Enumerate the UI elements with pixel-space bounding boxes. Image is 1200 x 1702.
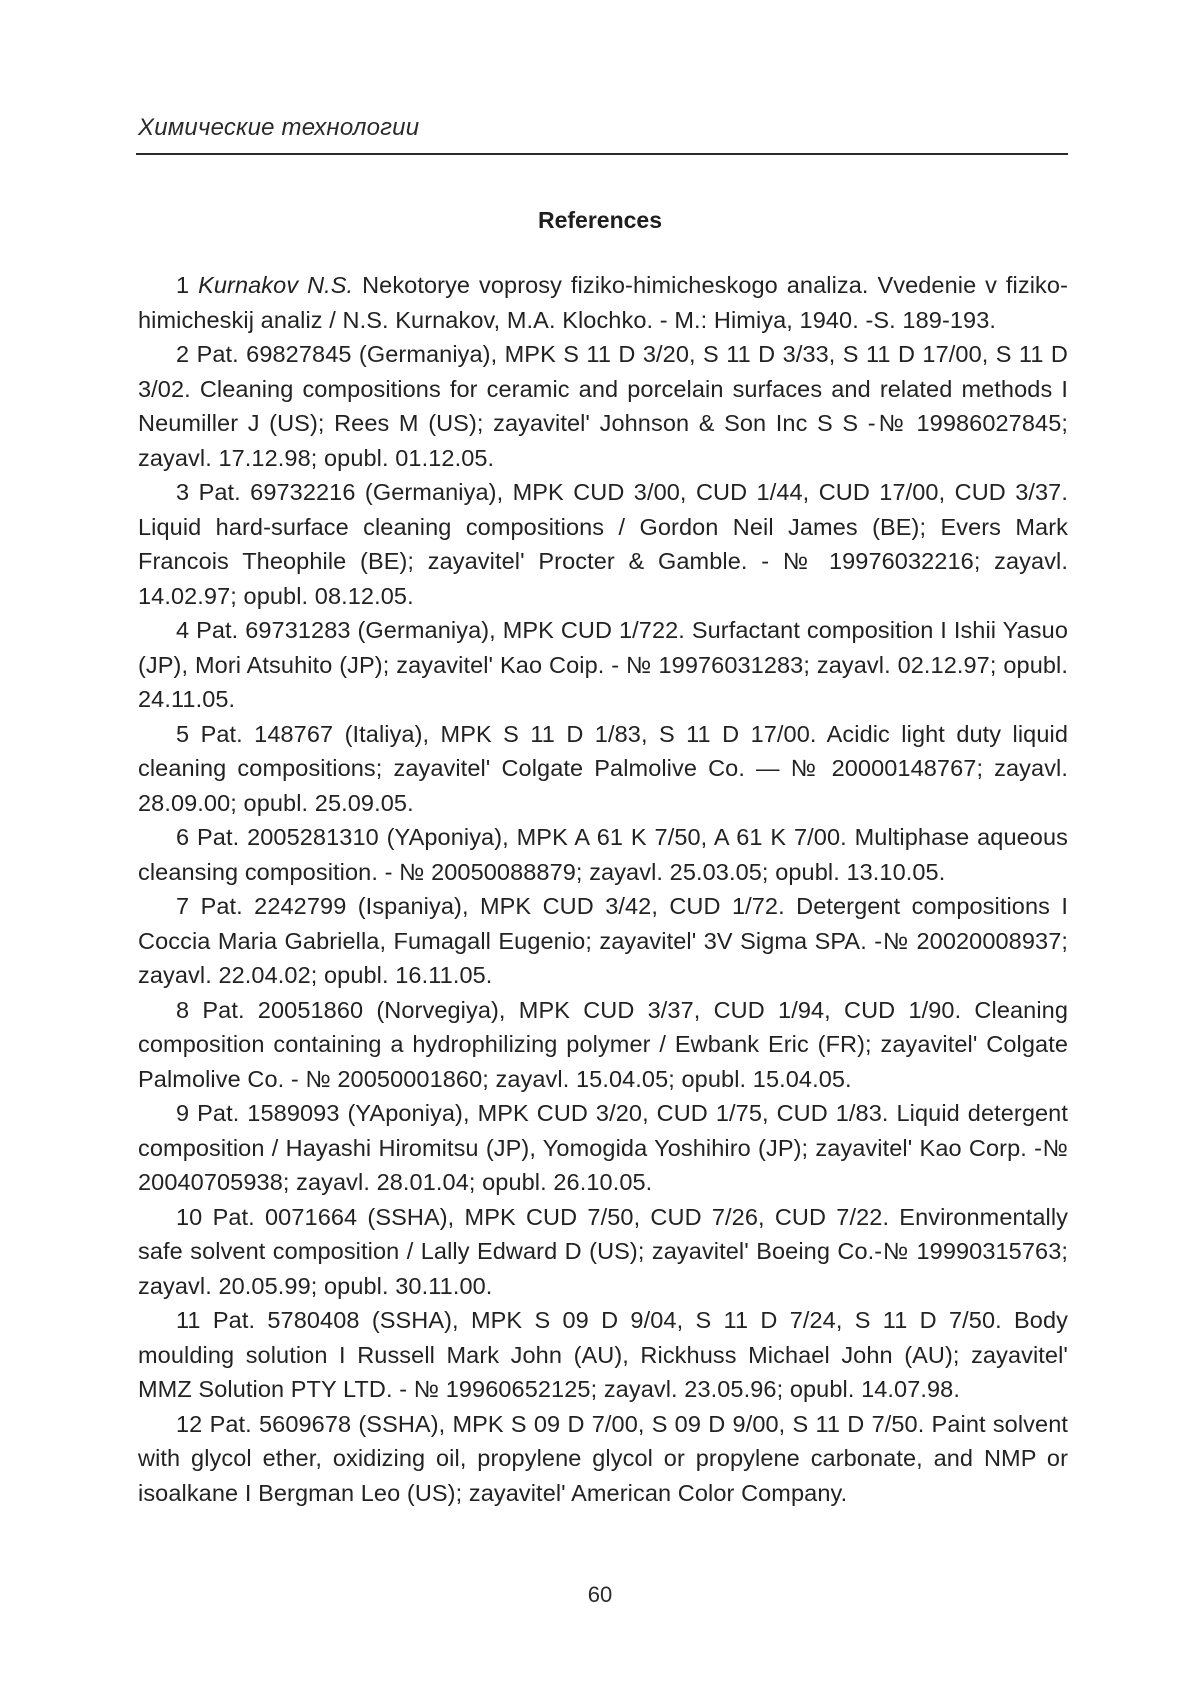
reference-number: 12 <box>176 1410 203 1437</box>
reference-text: Pat. 0071664 (SSHA), MPK CUD 7/50, CUD 7/26, CUD 7/22. Environmentally safe solvent composition / Lally Edward D (US); zayavitel' Boeing Co.-№ 19990315763; zayavl. 20.05.99; opubl. 30.11.00. <box>138 1203 1068 1299</box>
reference-number: 7 <box>176 893 190 919</box>
reference-text: Pat. 20051860 (Norvegiya), MPK CUD 3/37, CUD 1/94, CUD 1/90. Cleaning composition containing a hydrophilizing polymer / Ewbank Eric (FR); zayavitel' Colgate Palmolive Co. - № 20050001860; zayavl. 15.04.05; opubl. 15.04.05. <box>138 996 1068 1092</box>
reference-item <box>138 1303 1068 1407</box>
reference-item <box>138 1096 1068 1200</box>
reference-item <box>138 820 1068 889</box>
reference-text: Pat. 5780408 (SSHA), MPK S 09 D 9/04, S 11 D 7/24, S 11 D 7/50. Body moulding solution I Russell Mark John (AU), Rickhuss Michael John (AU); zayavitel' MMZ Solution PTY LTD. - № 19960652125; zayavl. 23.05.96; opubl. 14.07.98. <box>138 1307 1068 1402</box>
reference-item <box>138 337 1068 475</box>
reference-item <box>138 1407 1068 1511</box>
reference-list <box>138 268 1068 1510</box>
reference-number: 2 <box>176 341 190 367</box>
reference-author: Kurnakov N.S. <box>198 272 354 298</box>
reference-number: 9 <box>176 1100 190 1126</box>
reference-item <box>138 889 1068 993</box>
reference-text: Nekotorye voprosy fiziko-himicheskogo analiza. Vvedenie v fiziko-himicheskij analiz / N.S. Kurnakov, M.A. Klochko. - M.: Himiya, 1940. -S. 189-193. <box>138 272 1068 333</box>
reference-item <box>138 475 1068 613</box>
reference-text: Pat. 69827845 (Germaniya), MPK S 11 D 3/20, S 11 D 3/33, S 11 D 17/00, S 11 D 3/02. Cleaning compositions for ceramic and porcelain surfaces and related methods I Neumiller J (US); Rees M (US); zayavitel' Johnson & Son Inc S S -№ 19986027845; zayavl. 17.12.98; opubl. 01.12.05. <box>138 341 1068 471</box>
section-title: References <box>537 207 663 233</box>
reference-number: 6 <box>176 824 190 850</box>
running-header: Химические технологии <box>138 114 420 141</box>
header-rule <box>136 153 1068 155</box>
reference-number: 10 <box>176 1203 203 1230</box>
reference-item <box>138 613 1068 717</box>
reference-text: Pat. 69732216 (Germaniya), MPK CUD 3/00, CUD 1/44, CUD 17/00, CUD 3/37. Liquid hard-surface cleaning compositions / Gordon Neil James (BE); Evers Mark Francois Theophile (BE); zayavitel' Procter & Gamble. - № 19976032216; zayavl. 14.02.97; opubl. 08.12.05. <box>138 479 1068 609</box>
reference-number: 8 <box>176 996 190 1023</box>
reference-text: Pat. 148767 (Italiya), MPK S 11 D 1/83, S 11 D 17/00. Acidic light duty liquid cleaning compositions; zayavitel' Colgate Palmolive Co. — № 20000148767; zayavl. 28.09.00; opubl. 25.09.05. <box>138 720 1068 816</box>
reference-item <box>138 993 1068 1097</box>
reference-item <box>138 717 1068 821</box>
reference-text: Pat. 69731283 (Germaniya), MPK CUD 1/722. Surfactant composition I Ishii Yasuo (JP), Mori Atsuhito (JP); zayavitel' Kao Coip. - № 19976031283; zayavl. 02.12.97; opubl. 24.11.05. <box>138 617 1068 712</box>
reference-number: 3 <box>176 479 190 505</box>
reference-text: Pat. 2005281310 (YAponiya), MPK A 61 K 7/50, A 61 K 7/00. Multiphase aqueous cleansing composition. - № 20050088879; zayavl. 25.03.05; opubl. 13.10.05. <box>138 824 1068 885</box>
reference-text: Pat. 5609678 (SSHA), MPK S 09 D 7/00, S 09 D 9/00, S 11 D 7/50. Paint solvent with glycol ether, oxidizing oil, propylene glycol or propylene carbonate, and NMP or isoalkane I Bergman Leo (US); zayavitel' American Color Company. <box>138 1410 1068 1506</box>
reference-number: 1 <box>176 272 190 298</box>
reference-item <box>138 268 1068 337</box>
reference-text: Pat. 1589093 (YAponiya), MPK CUD 3/20, CUD 1/75, CUD 1/83. Liquid detergent composition / Hayashi Hiromitsu (JP), Yomogida Yoshihiro (JP); zayavitel' Kao Corp. -№ 20040705938; zayavl. 28.01.04; opubl. 26.10.05. <box>138 1100 1068 1195</box>
reference-number: 11 <box>176 1307 201 1333</box>
reference-item <box>138 1200 1068 1304</box>
page-number: 60 <box>587 1582 613 1607</box>
reference-text: Pat. 2242799 (Ispaniya), MPK CUD 3/42, CUD 1/72. Detergent compositions I Coccia Maria Gabriella, Fumagall Eugenio; zayavitel' 3V Sigma SPA. -№ 20020008937; zayavl. 22.04.02; opubl. 16.11.05. <box>138 893 1068 988</box>
reference-number: 5 <box>176 720 190 747</box>
reference-number: 4 <box>176 617 190 643</box>
